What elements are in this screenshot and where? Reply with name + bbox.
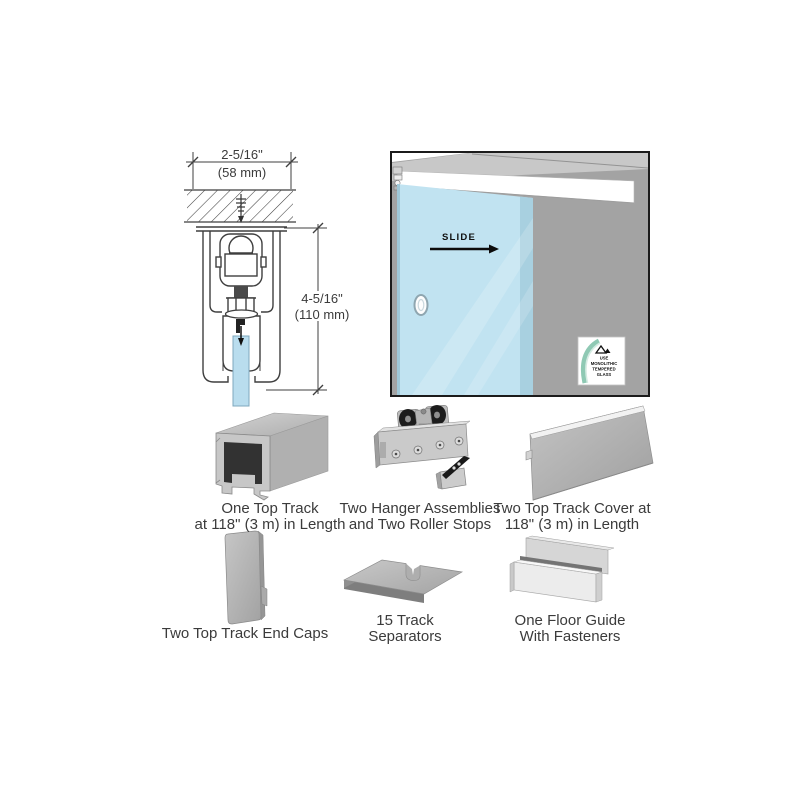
product-image-top-track bbox=[198, 398, 333, 503]
tempered-glass-badge bbox=[578, 337, 625, 385]
badge-line-1: USE bbox=[599, 355, 609, 361]
product-label-hanger-assemblies: Two Hanger Assemblies and Two Roller Stops bbox=[339, 500, 501, 533]
endcap-notch bbox=[261, 586, 267, 606]
roller-assembly bbox=[216, 234, 266, 312]
product-label-track-separators: 15 Track Separators bbox=[368, 612, 442, 645]
roller-stop bbox=[436, 456, 470, 489]
product-label-top-track: One Top Track at 118" (3 m) in Length bbox=[194, 500, 346, 533]
separator-notch bbox=[406, 564, 420, 581]
product-image-top-track-cover bbox=[518, 400, 658, 504]
glass-panel bbox=[233, 336, 249, 406]
product-image-hanger-assemblies bbox=[356, 398, 486, 496]
badge-line-4: GLASS bbox=[596, 372, 612, 377]
height-dimension-value: 4-5/16" bbox=[301, 291, 343, 306]
hanger-bar bbox=[374, 421, 470, 468]
door-pull-icon bbox=[415, 295, 428, 315]
product-image-end-caps bbox=[215, 528, 277, 632]
product-label-floor-guide: One Floor Guide With Fasteners bbox=[514, 612, 626, 645]
product-image-track-separators bbox=[336, 548, 468, 610]
width-dimension-metric: (58 mm) bbox=[217, 165, 267, 180]
height-dimension-metric: (110 mm) bbox=[294, 307, 350, 322]
track-cross-section-diagram bbox=[150, 140, 360, 410]
badge-line-2: MONOLITHIC bbox=[590, 361, 618, 366]
slide-label: SLIDE bbox=[442, 232, 476, 243]
product-image-floor-guide bbox=[508, 532, 620, 616]
product-label-end-caps: Two Top Track End Caps bbox=[161, 625, 329, 642]
door-illustration bbox=[390, 151, 650, 397]
product-label-top-track-cover: Two Top Track Cover at 118" (3 m) in Length bbox=[493, 500, 651, 533]
width-dimension-value: 2-5/16" bbox=[221, 147, 263, 162]
cover-hook-tab bbox=[526, 450, 532, 460]
door-illustration-art bbox=[392, 153, 648, 395]
glass-door bbox=[397, 184, 533, 395]
glass-clamp bbox=[223, 310, 260, 406]
badge-line-3: TEMPERED bbox=[592, 366, 616, 372]
